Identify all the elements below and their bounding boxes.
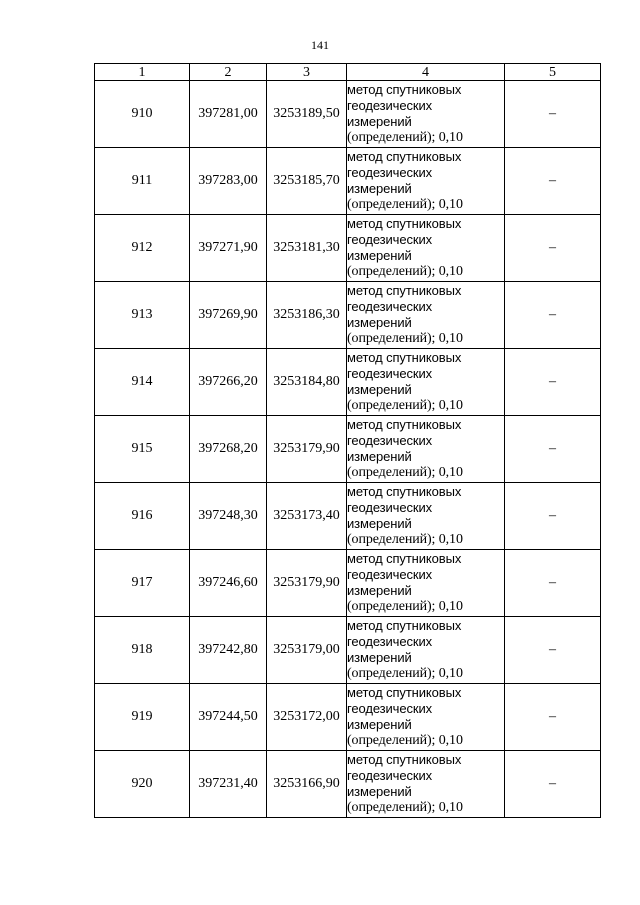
table-row — [95, 416, 601, 483]
method-text-line: (определений); 0,10 — [347, 599, 463, 614]
method-cell — [347, 148, 505, 215]
point-number-cell: 918 — [95, 617, 190, 684]
method-text-line: метод спутниковых — [347, 551, 462, 566]
method-cell — [347, 215, 505, 282]
y-coordinate-cell: 3253179,90 — [267, 550, 347, 617]
method-text-line: (определений); 0,10 — [347, 331, 463, 346]
method-text-line: измерений — [347, 516, 412, 531]
method-text-line: измерений — [347, 114, 412, 129]
method-text-line: метод спутниковых — [347, 417, 462, 432]
method-text-line: (определений); 0,10 — [347, 197, 463, 212]
point-number-cell: 914 — [95, 349, 190, 416]
y-coordinate-cell: 3253186,30 — [267, 282, 347, 349]
note-cell: – — [505, 349, 601, 416]
method-text-line: (определений); 0,10 — [347, 465, 463, 480]
y-coordinate-cell: 3253179,90 — [267, 416, 347, 483]
method-text-line: геодезических — [347, 768, 433, 783]
method-text-line: (определений); 0,10 — [347, 398, 463, 413]
table-row — [95, 81, 601, 148]
table-row — [95, 215, 601, 282]
note-cell: – — [505, 550, 601, 617]
method-cell — [347, 617, 505, 684]
x-coordinate-cell: 397231,40 — [190, 751, 267, 818]
method-text-line: метод спутниковых — [347, 82, 462, 97]
point-number-cell: 920 — [95, 751, 190, 818]
x-coordinate-cell: 397266,20 — [190, 349, 267, 416]
method-cell — [347, 416, 505, 483]
x-coordinate-cell: 397248,30 — [190, 483, 267, 550]
method-text-line: измерений — [347, 717, 412, 732]
note-cell: – — [505, 148, 601, 215]
y-coordinate-cell: 3253181,30 — [267, 215, 347, 282]
method-cell — [347, 282, 505, 349]
method-text-line: измерений — [347, 248, 412, 263]
note-cell: – — [505, 81, 601, 148]
y-coordinate-cell: 3253179,00 — [267, 617, 347, 684]
method-text-line: геодезических — [347, 433, 433, 448]
method-text-line: геодезических — [347, 500, 433, 515]
column-header-5: 5 — [505, 64, 601, 81]
method-text-line: геодезических — [347, 634, 433, 649]
method-text-line: геодезических — [347, 366, 433, 381]
point-number-cell: 916 — [95, 483, 190, 550]
point-number-cell: 912 — [95, 215, 190, 282]
table-row — [95, 349, 601, 416]
note-cell: – — [505, 416, 601, 483]
column-header-1: 1 — [95, 64, 190, 81]
table-row — [95, 282, 601, 349]
method-text-line: метод спутниковых — [347, 350, 462, 365]
method-text-line: геодезических — [347, 701, 433, 716]
x-coordinate-cell: 397242,80 — [190, 617, 267, 684]
method-text-line: (определений); 0,10 — [347, 800, 463, 815]
method-text-line: геодезических — [347, 567, 433, 582]
method-text-line: измерений — [347, 449, 412, 464]
table-header-row — [95, 64, 601, 81]
method-text-line: измерений — [347, 650, 412, 665]
x-coordinate-cell: 397268,20 — [190, 416, 267, 483]
method-text-line: геодезических — [347, 165, 433, 180]
method-text-line: (определений); 0,10 — [347, 666, 463, 681]
table-row — [95, 148, 601, 215]
method-text-line: измерений — [347, 181, 412, 196]
y-coordinate-cell: 3253184,80 — [267, 349, 347, 416]
method-text-line: (определений); 0,10 — [347, 130, 463, 145]
point-number-cell: 919 — [95, 684, 190, 751]
method-cell — [347, 81, 505, 148]
x-coordinate-cell: 397269,90 — [190, 282, 267, 349]
method-text-line: геодезических — [347, 299, 433, 314]
point-number-cell: 915 — [95, 416, 190, 483]
page-number: 141 — [311, 38, 329, 52]
column-header-4: 4 — [347, 64, 505, 81]
y-coordinate-cell: 3253189,50 — [267, 81, 347, 148]
method-cell — [347, 684, 505, 751]
method-cell — [347, 349, 505, 416]
method-text-line: геодезических — [347, 232, 433, 247]
method-text-line: метод спутниковых — [347, 618, 462, 633]
y-coordinate-cell: 3253166,90 — [267, 751, 347, 818]
y-coordinate-cell: 3253172,00 — [267, 684, 347, 751]
point-number-cell: 910 — [95, 81, 190, 148]
table-row — [95, 617, 601, 684]
method-text-line: метод спутниковых — [347, 685, 462, 700]
method-text-line: измерений — [347, 583, 412, 598]
method-text-line: измерений — [347, 315, 412, 330]
x-coordinate-cell: 397244,50 — [190, 684, 267, 751]
table-body — [95, 81, 601, 818]
x-coordinate-cell: 397246,60 — [190, 550, 267, 617]
note-cell: – — [505, 282, 601, 349]
y-coordinate-cell: 3253185,70 — [267, 148, 347, 215]
table-row — [95, 751, 601, 818]
table-row — [95, 550, 601, 617]
method-text-line: измерений — [347, 784, 412, 799]
note-cell: – — [505, 751, 601, 818]
method-text-line: метод спутниковых — [347, 283, 462, 298]
method-cell — [347, 483, 505, 550]
x-coordinate-cell: 397271,90 — [190, 215, 267, 282]
method-text-line: метод спутниковых — [347, 752, 462, 767]
point-number-cell: 917 — [95, 550, 190, 617]
method-text-line: измерений — [347, 382, 412, 397]
method-cell — [347, 550, 505, 617]
table-row — [95, 684, 601, 751]
method-text-line: метод спутниковых — [347, 484, 462, 499]
column-header-2: 2 — [190, 64, 267, 81]
method-cell — [347, 751, 505, 818]
method-text-line: (определений); 0,10 — [347, 733, 463, 748]
x-coordinate-cell: 397281,00 — [190, 81, 267, 148]
method-text-line: (определений); 0,10 — [347, 532, 463, 547]
y-coordinate-cell: 3253173,40 — [267, 483, 347, 550]
point-number-cell: 911 — [95, 148, 190, 215]
method-text-line: (определений); 0,10 — [347, 264, 463, 279]
note-cell: – — [505, 215, 601, 282]
method-text-line: метод спутниковых — [347, 149, 462, 164]
point-number-cell: 913 — [95, 282, 190, 349]
coordinates-table — [94, 63, 601, 818]
method-text-line: геодезических — [347, 98, 433, 113]
note-cell: – — [505, 617, 601, 684]
note-cell: – — [505, 483, 601, 550]
note-cell: – — [505, 684, 601, 751]
table-row — [95, 483, 601, 550]
method-text-line: метод спутниковых — [347, 216, 462, 231]
x-coordinate-cell: 397283,00 — [190, 148, 267, 215]
column-header-3: 3 — [267, 64, 347, 81]
